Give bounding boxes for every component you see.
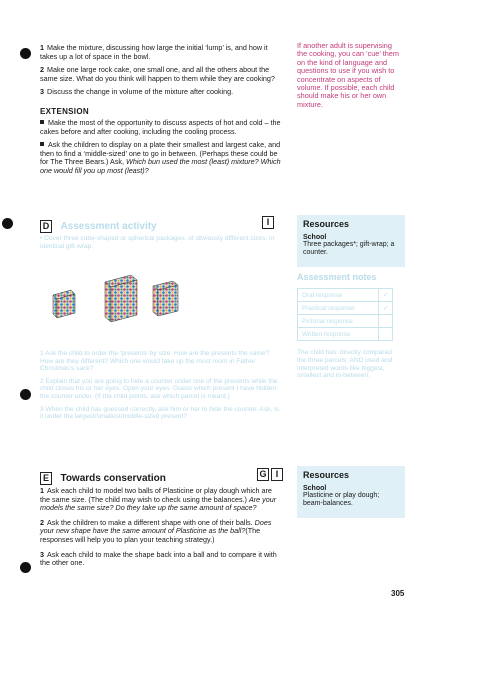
- binder-hole: [2, 218, 13, 229]
- conservation-step-2: 2 Ask the children to make a different shape with one of their balls. Does your new shape have the same amount of Plasticine as the ball?(The responses will help you to plan your teaching strategy.): [40, 517, 272, 544]
- resources-box: [297, 215, 405, 267]
- extension-point-2: Ask the children to display on a plate their smallest and largest cake, and then to find a ‘middle-sized’ one to go in between. (Perhaps these could be for The Three Bears.) Ask, Which bun used the most (least) mixture? Which one would fill you up most (least)?: [40, 140, 281, 175]
- section-tag: I: [271, 468, 283, 481]
- bullet-icon: [40, 120, 44, 124]
- table-row: Written response: [298, 328, 393, 341]
- packages-illustration: [45, 270, 205, 332]
- section-e-heading: [40, 468, 166, 486]
- top-column: [40, 44, 285, 176]
- section-tag: G: [257, 468, 269, 481]
- conservation-step-3: 3 Ask each child to make the shape back into a ball and to compare it with the other one.: [40, 549, 277, 568]
- resources-list: Plasticine or play dough; beam-balances.: [303, 492, 380, 508]
- resources-title: Resources: [303, 470, 350, 480]
- resources-box: [297, 466, 405, 518]
- section-d-heading: [40, 216, 157, 234]
- step-2: 2 Make one large rock cake, one small one, and all the others about the same size. What do you think will happen to them while they are cooking?: [40, 65, 275, 83]
- margin-note: If another adult is supervising the cooking, you can ‘cue’ them on the kind of language and questions to use if you wish to concentrate on aspects of volume. If possible, each child should make his or her own mixture.: [297, 41, 399, 109]
- extension-heading: EXTENSION: [40, 106, 89, 116]
- small-package-icon: [53, 290, 75, 318]
- conservation-steps: [40, 487, 280, 568]
- section-label: E: [40, 472, 52, 485]
- conservation-step-1: 1 Ask each child to model two balls of Plasticine or play dough which are the same size. (The child may wish to check using the balances.) Are your models the same size? Do they take up the same amount of space?: [40, 486, 277, 513]
- table-row: Oral response ✓: [298, 289, 393, 302]
- section-label: D: [40, 220, 52, 233]
- resources-school: School: [303, 234, 327, 241]
- binder-hole: [20, 562, 31, 573]
- binder-hole: [20, 48, 31, 59]
- medium-package-icon: [153, 281, 178, 316]
- assessment-step-3: 3 When the child has guessed correctly, ask him or her to hide the counter. Ask, Is it under the largest/smallest/middle-sized present?: [40, 405, 280, 421]
- bullet-icon: [40, 142, 44, 146]
- step-3: 3 Discuss the change in volume of the mixture after cooking.: [40, 87, 234, 97]
- response-table: [297, 288, 393, 341]
- step-1: 1 Make the mixture, discussing how large the initial ‘lump’ is, and how it takes up a lot of space in the bowl.: [40, 43, 268, 61]
- section-title: Towards conservation: [60, 473, 166, 484]
- binder-hole: [20, 389, 31, 400]
- large-package-icon: [105, 275, 137, 322]
- resources-list: Three packages*; gift-wrap; a counter.: [303, 241, 395, 257]
- activity-intro: • Cover three cube-shaped or spherical packages, of obviously different sizes, in identical gift-wrap.: [40, 235, 275, 250]
- assessment-notes: [297, 272, 405, 380]
- check-icon: ✓: [379, 302, 393, 315]
- resources-title: Resources: [303, 219, 350, 229]
- section-title: Assessment activity: [60, 221, 157, 232]
- assessment-note: The child has: directly compared the three parcels; AND used and interpreted words like biggest, smallest and in-between.: [297, 349, 393, 380]
- assessment-step-1: 1 Ask the child to order the ‘presents’ by size. How are the presents the same? How are they different? Which one would take up the most room in Father Christmas’s sack?: [40, 350, 270, 373]
- extension-point-1: Make the most of the opportunity to discuss aspects of hot and cold – the cakes before and after cooking, including the cooling process.: [40, 117, 281, 136]
- assessment-step-2: 2 Explain that you are going to hide a counter under one of the presents while the child closes his or her eyes. Open your eyes. Guess which present I have hidden the counter under. (If the child points, ask which parcel is meant.): [40, 377, 278, 400]
- resources-school: School: [303, 485, 327, 492]
- check-icon: ✓: [379, 289, 393, 302]
- table-row: Pictorial response: [298, 315, 393, 328]
- assessment-steps: [40, 350, 280, 421]
- assessment-notes-title: Assessment notes: [297, 272, 377, 282]
- page-number: 305: [391, 589, 405, 598]
- section-tag: I: [262, 216, 274, 229]
- table-row: Practical response ✓: [298, 302, 393, 315]
